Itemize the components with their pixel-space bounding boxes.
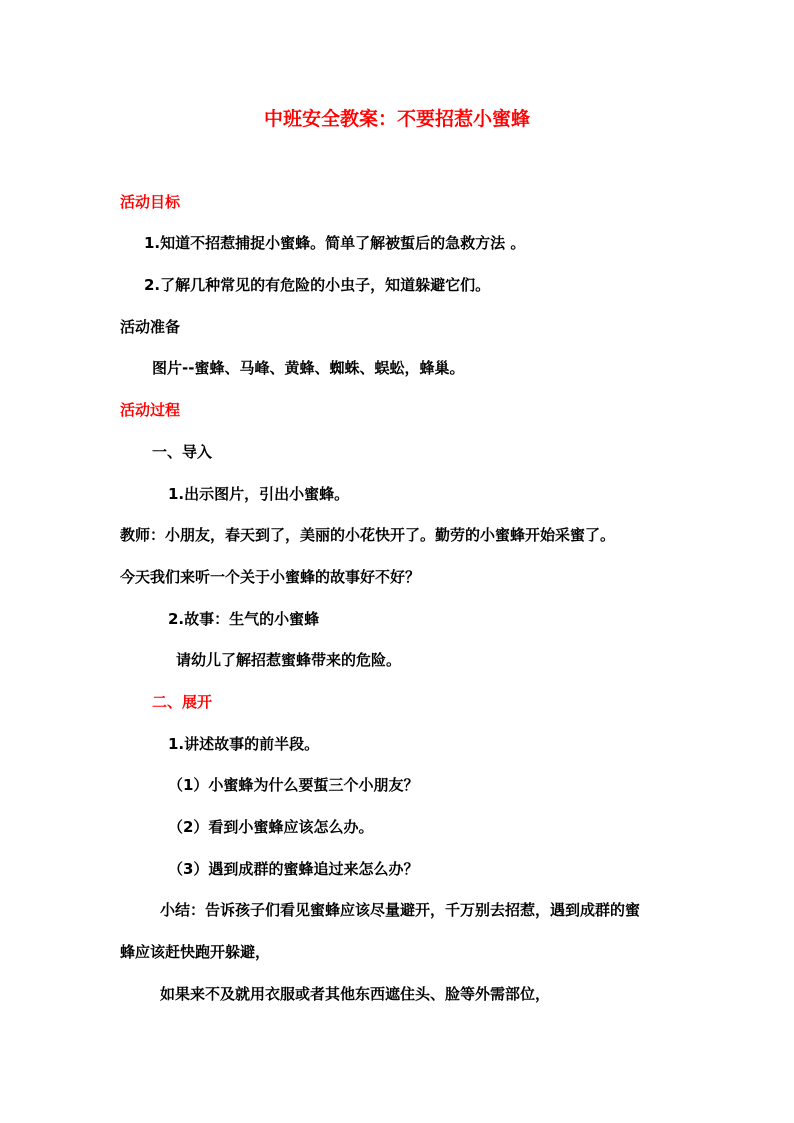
heading-activity-process: 活动过程 <box>120 401 181 419</box>
heading-activity-preparation: 活动准备 <box>120 318 181 336</box>
summary-line-3: 如果来不及就用衣服或者其他东西遮住头、脸等外需部位， <box>160 985 551 1003</box>
question-3: （3）遇到成群的蜜蜂追过来怎么办？ <box>168 860 419 878</box>
teacher-dialogue-line-1: 教师：小朋友，春天到了，美丽的小花快开了。勤劳的小蜜蜂开始采蜜了。 <box>120 526 616 544</box>
section-expand: 二、展开 <box>152 693 213 711</box>
heading-activity-goals: 活动目标 <box>120 193 181 211</box>
goal-item-1: 1.知道不招惹捕捉小蜜蜂。简单了解被蜇后的急救方法 。 <box>144 234 526 252</box>
question-1: （1）小蜜蜂为什么要蜇三个小朋友？ <box>168 776 419 794</box>
intro-step-2: 2.故事：生气的小蜜蜂 <box>168 610 320 628</box>
expand-step-1: 1.讲述故事的前半段。 <box>168 735 320 753</box>
teacher-dialogue-line-2: 今天我们来听一个关于小蜜蜂的故事好不好？ <box>120 568 421 586</box>
preparation-text: 图片--蜜蜂、马峰、黄蜂、蜘蛛、蜈蚣，蜂巢。 <box>152 359 465 377</box>
question-2: （2）看到小蜜蜂应该怎么办。 <box>168 818 374 836</box>
section-intro: 一、导入 <box>152 443 213 461</box>
intro-step-1: 1.出示图片，引出小蜜蜂。 <box>168 485 350 503</box>
goal-item-2: 2.了解几种常见的有危险的小虫子，知道躲避它们。 <box>144 276 491 294</box>
summary-line-1: 小结：告诉孩子们看见蜜蜂应该尽量避开，千万别去招惹，遇到成群的蜜 <box>160 901 641 919</box>
summary-line-2: 蜂应该赶快跑开躲避， <box>120 943 271 961</box>
document-title: 中班安全教案：不要招惹小蜜蜂 <box>263 108 530 130</box>
intro-step-2-detail: 请幼儿了解招惹蜜蜂带来的危险。 <box>176 651 402 669</box>
